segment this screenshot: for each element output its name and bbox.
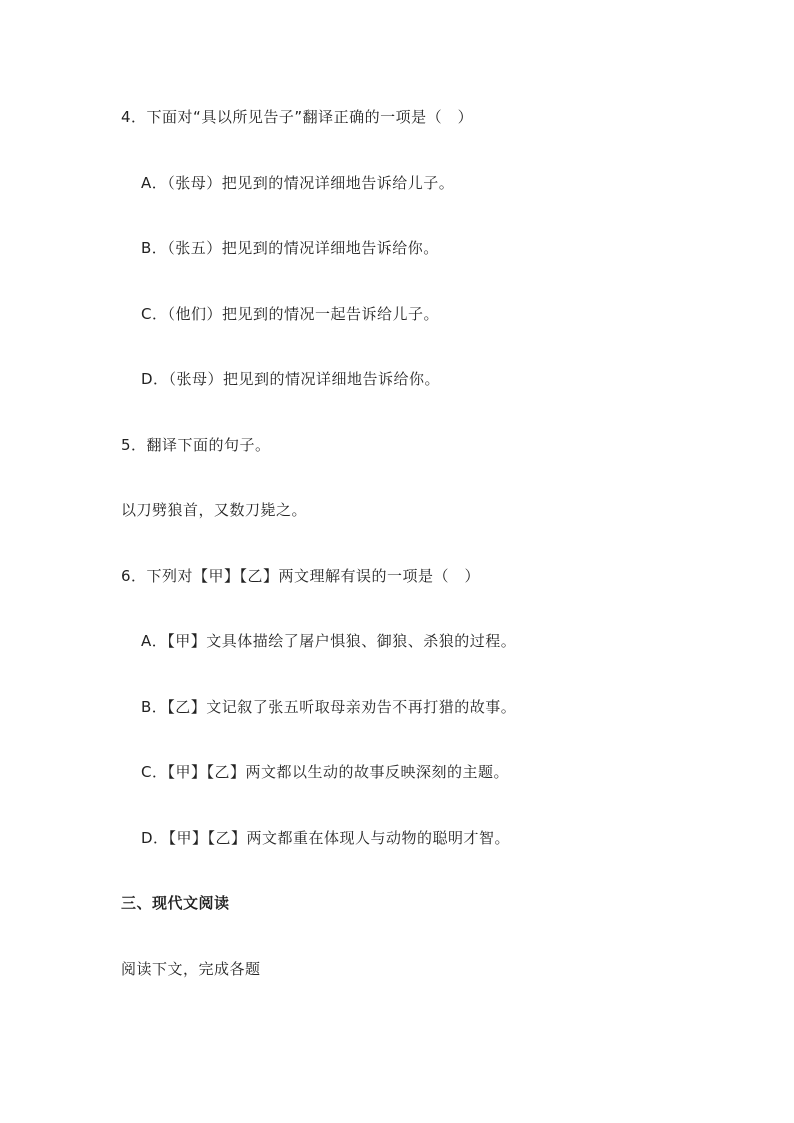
question-4-stem: 4．下面对“具以所见告子”翻译正确的一项是（ ） <box>121 108 474 126</box>
section-3-instruction: 阅读下文，完成各题 <box>121 960 261 978</box>
question-4-option-c: C．（他们）把见到的情况一起告诉给儿子。 <box>141 305 439 323</box>
section-3-title: 三、现代文阅读 <box>121 894 230 912</box>
question-6-option-a: A．【甲】文具体描绘了屠户惧狼、御狼、杀狼的过程。 <box>141 632 517 650</box>
question-4-option-d: D．（张母）把见到的情况详细地告诉给你。 <box>141 370 441 388</box>
question-6-option-d: D．【甲】【乙】两文都重在体现人与动物的聪明才智。 <box>141 829 511 847</box>
question-4-option-a: A．（张母）把见到的情况详细地告诉给儿子。 <box>141 174 455 192</box>
question-6-option-c: C．【甲】【乙】两文都以生动的故事反映深刻的主题。 <box>141 763 509 781</box>
question-6-stem: 6．下列对【甲】【乙】两文理解有误的一项是（ ） <box>121 567 481 585</box>
question-5-sentence: 以刀劈狼首，又数刀毙之。 <box>121 501 308 519</box>
question-6-option-b: B．【乙】文记叙了张五听取母亲劝告不再打猎的故事。 <box>141 698 517 716</box>
question-4-option-b: B．（张五）把见到的情况详细地告诉给你。 <box>141 239 439 257</box>
question-5-stem: 5．翻译下面的句子。 <box>121 436 271 454</box>
